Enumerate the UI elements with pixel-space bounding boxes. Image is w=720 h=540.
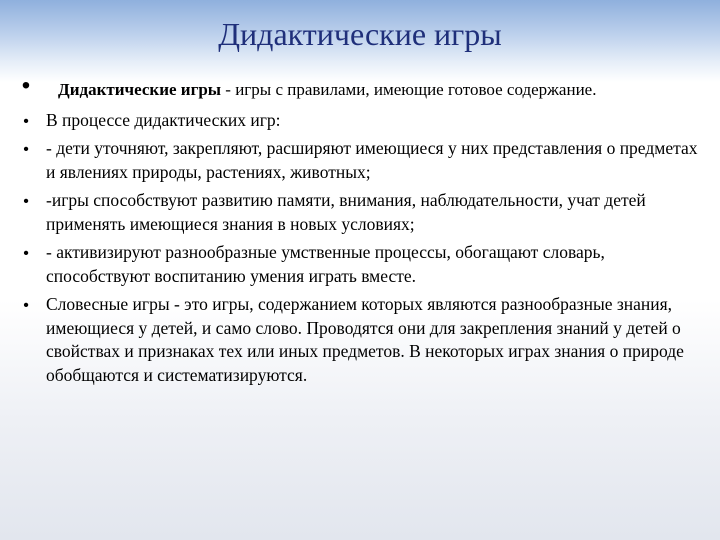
definition-text: - игры с правилами, имеющие готовое содержание. <box>221 80 597 99</box>
list-item: Словесные игры - это игры, содержанием которых являются разнообразные знания, имеющиеся у детей, и само слово. Проводятся они для закрепления знаний у детей о свойствах и признаках тех или иных предметов. В некоторых играх знания о природе обобщаются и систематизируются. <box>46 294 684 385</box>
bullet-marker: • <box>21 72 31 99</box>
slide-title: Дидактические игры <box>218 16 502 52</box>
list-item: В процессе дидактических игр: <box>46 110 281 130</box>
list-item: - активизируют разнообразные умственные процессы, обогащают словарь, способствуют воспитанию умения играть вместе. <box>46 242 605 286</box>
bullet-marker: • <box>23 113 29 130</box>
bullet-marker: • <box>23 245 29 262</box>
list-item: -игры способствуют развитию памяти, внимания, наблюдательности, учат детей применять имеющиеся знания в новых условиях; <box>46 190 646 234</box>
definition-term: Дидактические игры <box>58 80 222 99</box>
list-item: - дети уточняют, закрепляют, расширяют имеющиеся у них представления о предметах и явлениях природы, растениях, животных; <box>46 138 698 182</box>
bullet-marker: • <box>23 193 29 210</box>
definition-item <box>58 78 718 102</box>
bullet-marker: • <box>23 297 29 314</box>
bullet-marker: • <box>23 141 29 158</box>
